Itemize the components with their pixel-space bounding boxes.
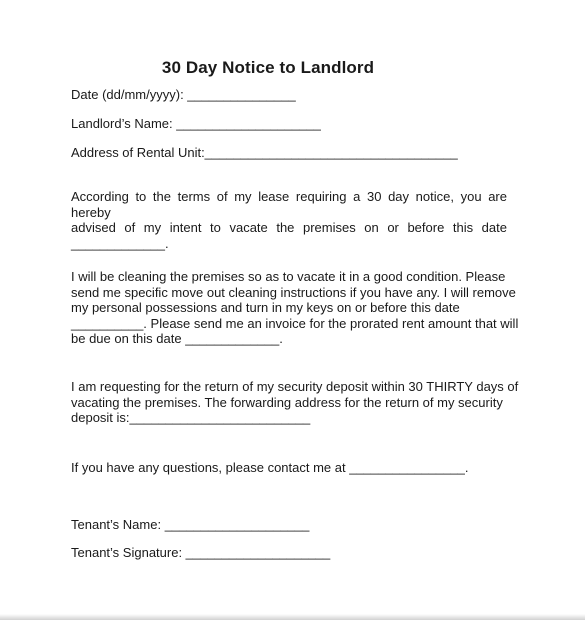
paragraph-line: send me specific move out cleaning instructions if you have any. I will remove: [71, 284, 516, 300]
deposit-paragraph: [71, 379, 519, 426]
paragraph-line: I am requesting for the return of my security deposit within 30 THIRTY days of: [71, 379, 519, 394]
cleaning-paragraph: [71, 269, 519, 347]
paragraph-line: my personal possessions and turn in my keys on or before this date: [71, 300, 460, 315]
notice-paragraph: [71, 189, 507, 251]
landlord-name-field: Landlord’s Name: ____________________: [71, 116, 321, 131]
paragraph-line: _____________.: [71, 235, 169, 251]
page-bottom-shadow: [0, 614, 585, 620]
contact-line: If you have any questions, please contact me at ________________.: [71, 460, 469, 475]
paragraph-line: be due on this date _____________.: [71, 331, 283, 346]
paragraph-line: vacating the premises. The forwarding address for the return of my security: [71, 394, 503, 410]
page-title: 30 Day Notice to Landlord: [161, 58, 375, 77]
paragraph-line: advised of my intent to vacate the premises on or before this date: [71, 220, 507, 235]
tenant-name-field: Tenant’s Name: ____________________: [71, 517, 310, 532]
rental-address-field: Address of Rental Unit:___________________________________: [71, 145, 458, 160]
paragraph-line: deposit is:_________________________: [71, 410, 311, 425]
date-field: Date (dd/mm/yyyy): _______________: [71, 87, 296, 102]
paragraph-line: __________. Please send me an invoice for the prorated rent amount that will: [71, 315, 519, 331]
paragraph-line: I will be cleaning the premises so as to vacate it in a good condition. Please: [71, 269, 506, 284]
paragraph-line: According to the terms of my lease requiring a 30 day notice, you are hereby: [71, 189, 507, 220]
tenant-signature-field: Tenant’s Signature: ____________________: [71, 545, 331, 560]
